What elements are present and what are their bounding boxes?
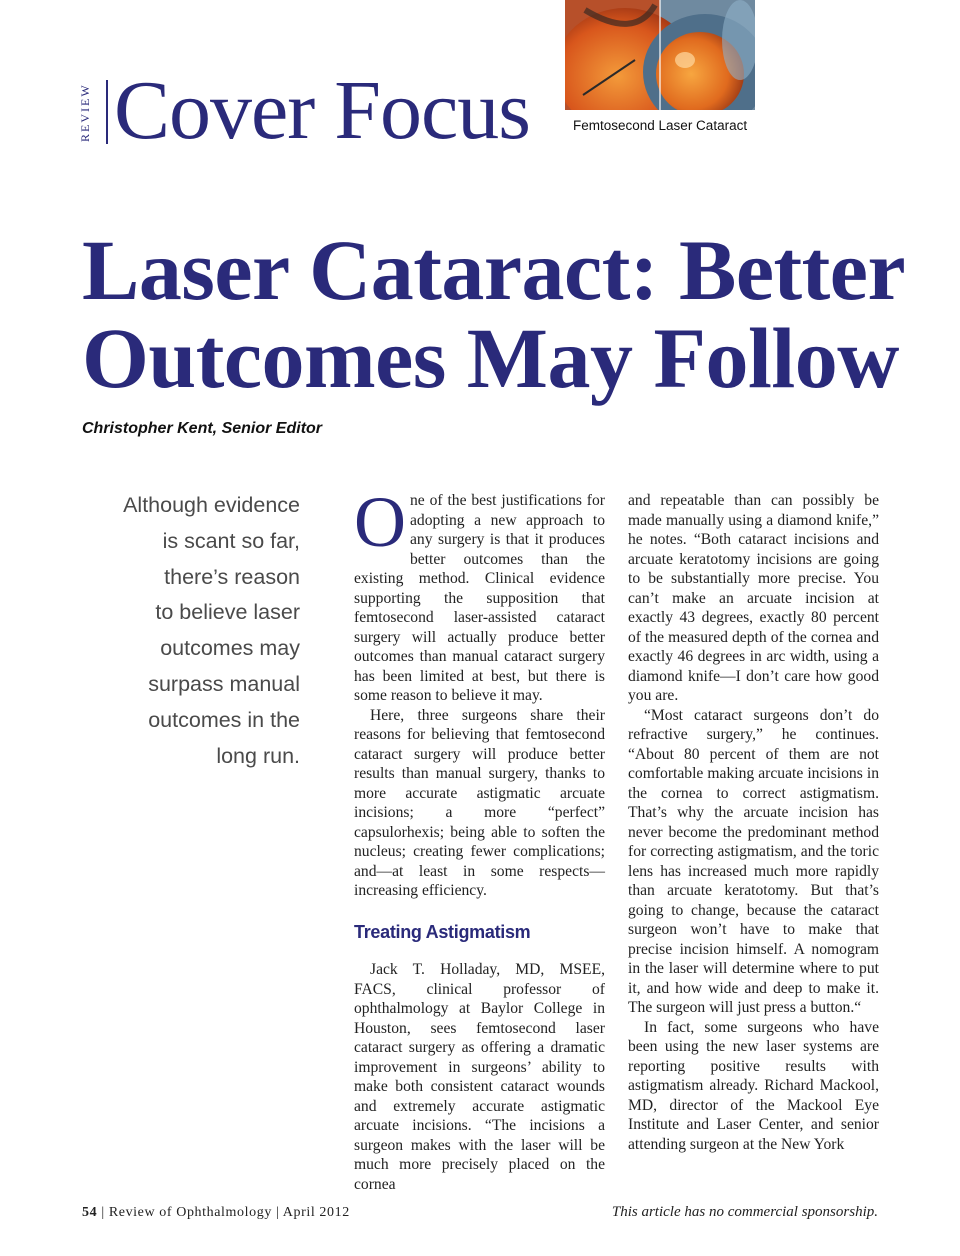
publication-info: | Review of Ophthalmology | April 2012	[101, 1205, 350, 1220]
body-paragraph	[354, 482, 605, 706]
pull-quote	[106, 488, 300, 774]
body-column-1	[354, 482, 605, 1194]
pull-quote-line: outcomes may	[160, 636, 300, 661]
paragraph-text: ne of the best justifications for adopting a new approach to any surgery is that it produces better outcomes than the existing method. Clinical evidence supporting the supposition that femtosecond laser-assisted cataract surgery will actually produce better outcomes than manual cataract surgery has been limited at best, but there is some reason to believe it may.	[354, 492, 605, 704]
article-byline: Christopher Kent, Senior Editor	[82, 420, 323, 437]
body-paragraph: In fact, some surgeons who have been using the new laser systems are reporting positive results with astigmatism already. Richard Mackool, MD, director of the Mackool Eye Institute and Laser Center, and senior attending surgeon at the New York	[628, 1018, 879, 1153]
pull-quote-line: outcomes in the	[148, 707, 300, 732]
page-number: 54	[82, 1205, 98, 1220]
section-title: Cover Focus	[114, 64, 530, 157]
body-paragraph: Jack T. Holladay, MD, MSEE, FACS, clinical professor of ophthalmology at Baylor College in Houston, sees femtosecond laser cataract surgery as offering a dramatic improvement in surgeons’ ability to make both consistent cataract wounds and extremely accurate astigmatic arcuate incisions. “The incisions a surgeon makes with the laser will be much more precisely placed on the cornea	[354, 961, 605, 1193]
sponsorship-note: This article has no commercial sponsorship.	[611, 1204, 878, 1220]
body-paragraph: and repeatable than can possibly be made manually using a diamond knife,” he notes. “Both cataract incisions and arcuate keratotomy incisions are going to be substantially more precise. You can’t make an arcuate incision at exactly 43 degrees, exactly 80 percent of the measured depth of the cornea and exactly 46 degrees in arc width, using a diamond knife—I don’t care how good you are.	[628, 492, 879, 704]
section-subhead: Treating Astigmatism	[354, 921, 531, 942]
pull-quote-line: is scant so far,	[162, 528, 300, 553]
pull-quote-line: surpass manual	[148, 671, 300, 696]
page-footer-left	[82, 1205, 350, 1221]
pull-quote-line: long run.	[216, 743, 300, 768]
header-divider	[106, 80, 108, 144]
drop-cap: O	[354, 482, 406, 562]
review-section-tag: REVIEW	[78, 83, 92, 143]
cover-illustration	[565, 0, 755, 146]
pull-quote-line: Although evidence	[123, 493, 300, 517]
article-headline: Laser Cataract: Better Outcomes May Follow	[82, 222, 904, 406]
pull-quote-line: there’s reason	[164, 564, 300, 589]
pull-quote-line: to believe laser	[155, 600, 300, 625]
body-column-2	[628, 491, 879, 1154]
body-paragraph: Here, three surgeons share their reasons for believing that femtosecond cataract surgery will produce better results than manual surgery, thanks to more accurate astigmatic arcuate incisions; a more “perfect” capsulorhexis; being able to soften the nucleus; creating fewer complications; and—at least in some respects—increasing efficiency.	[354, 706, 605, 899]
cover-caption: Femtosecond Laser Cataract	[565, 110, 755, 146]
body-paragraph: “Most cataract surgeons don’t do refractive surgery,” he continues. “About 80 percent of them are not comfortable making arcuate incisions in the cornea to correct astigmatism. That’s why the arcuate incision has never become the predominant method for correcting astigmatism, and the toric lens has increased much more rapidly than arcuate keratotomy. But that’s going to change, because the cataract surgeon won’t have to make that precise incision himself. A nomogram in the laser will determine where to put it, and how wide and deep to make it. The surgeon will just press a button.“	[628, 706, 879, 1016]
